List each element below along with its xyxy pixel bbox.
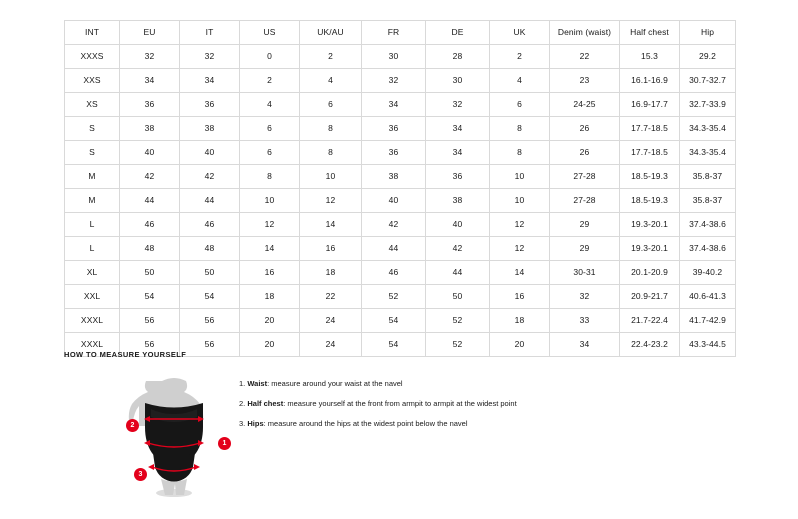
cell-uk: 8 [490, 141, 550, 165]
cell-uk-au: 8 [300, 141, 362, 165]
cell-us: 20 [240, 333, 300, 357]
cell-uk-au: 16 [300, 237, 362, 261]
measurement-figure [104, 375, 244, 500]
cell-de: 30 [426, 69, 490, 93]
cell-us: 14 [240, 237, 300, 261]
note-number-3: 3. [239, 418, 246, 428]
cell-denim-waist: 29 [550, 213, 620, 237]
cell-uk: 10 [490, 165, 550, 189]
cell-int: XXL [65, 285, 120, 309]
figure-badge-2: 2 [126, 419, 139, 432]
cell-int: XL [65, 261, 120, 285]
cell-eu: 50 [120, 261, 180, 285]
cell-half-chest: 19.3-20.1 [620, 237, 680, 261]
cell-uk: 2 [490, 45, 550, 69]
cell-half-chest: 20.1-20.9 [620, 261, 680, 285]
cell-eu: 38 [120, 117, 180, 141]
column-header-uk: UK [490, 21, 550, 45]
column-header-half-chest: Half chest [620, 21, 680, 45]
cell-uk-au: 6 [300, 93, 362, 117]
cell-it: 40 [180, 141, 240, 165]
note-number-2: 2. [239, 398, 246, 408]
cell-half-chest: 17.7-18.5 [620, 117, 680, 141]
column-header-denim-waist: Denim (waist) [550, 21, 620, 45]
how-to-measure-section [64, 350, 735, 509]
cell-uk-au: 14 [300, 213, 362, 237]
cell-de: 52 [426, 333, 490, 357]
cell-half-chest: 16.1-16.9 [620, 69, 680, 93]
note-term-hips: Hips [247, 418, 264, 428]
cell-denim-waist: 26 [550, 141, 620, 165]
cell-it: 44 [180, 189, 240, 213]
note-term-waist: Waist [247, 379, 268, 388]
cell-de: 40 [426, 213, 490, 237]
cell-us: 18 [240, 285, 300, 309]
cell-de: 38 [426, 189, 490, 213]
table-row [65, 261, 736, 285]
size-table [64, 20, 736, 357]
note-text-hips: : measure around the hips at the widest point below the navel [263, 418, 468, 428]
cell-int: XXXL [65, 333, 120, 357]
cell-us: 6 [240, 117, 300, 141]
cell-eu: 36 [120, 93, 180, 117]
figure-badge-3: 3 [134, 468, 147, 481]
cell-fr: 32 [362, 69, 426, 93]
cell-it: 36 [180, 93, 240, 117]
cell-uk-au: 10 [300, 165, 362, 189]
cell-fr: 36 [362, 117, 426, 141]
table-row [65, 237, 736, 261]
cell-it: 42 [180, 165, 240, 189]
cell-hip: 34.3-35.4 [680, 141, 736, 165]
cell-uk: 10 [490, 189, 550, 213]
cell-eu: 42 [120, 165, 180, 189]
cell-hip: 35.8-37 [680, 165, 736, 189]
cell-uk-au: 2 [300, 45, 362, 69]
cell-de: 32 [426, 93, 490, 117]
cell-uk-au: 24 [300, 333, 362, 357]
cell-denim-waist: 32 [550, 285, 620, 309]
cell-hip: 32.7-33.9 [680, 93, 736, 117]
cell-uk: 6 [490, 93, 550, 117]
cell-fr: 54 [362, 333, 426, 357]
cell-int: XXXL [65, 309, 120, 333]
cell-half-chest: 22.4-23.2 [620, 333, 680, 357]
table-row [65, 165, 736, 189]
cell-half-chest: 16.9-17.7 [620, 93, 680, 117]
cell-uk: 12 [490, 213, 550, 237]
cell-fr: 42 [362, 213, 426, 237]
cell-de: 34 [426, 141, 490, 165]
cell-us: 10 [240, 189, 300, 213]
cell-eu: 34 [120, 69, 180, 93]
table-row [65, 213, 736, 237]
column-header-hip: Hip [680, 21, 736, 45]
cell-uk-au: 8 [300, 117, 362, 141]
cell-denim-waist: 34 [550, 333, 620, 357]
cell-fr: 52 [362, 285, 426, 309]
cell-fr: 54 [362, 309, 426, 333]
cell-de: 50 [426, 285, 490, 309]
note-text-waist: : measure around your waist at the navel [267, 379, 403, 388]
cell-int: M [65, 165, 120, 189]
cell-de: 42 [426, 237, 490, 261]
size-table-container [64, 20, 735, 357]
cell-us: 6 [240, 141, 300, 165]
cell-it: 32 [180, 45, 240, 69]
cell-int: XS [65, 93, 120, 117]
cell-us: 12 [240, 213, 300, 237]
cell-half-chest: 21.7-22.4 [620, 309, 680, 333]
cell-fr: 34 [362, 93, 426, 117]
cell-int: XXS [65, 69, 120, 93]
cell-denim-waist: 30-31 [550, 261, 620, 285]
cell-uk: 4 [490, 69, 550, 93]
cell-it: 50 [180, 261, 240, 285]
cell-it: 46 [180, 213, 240, 237]
table-row [65, 45, 736, 69]
cell-uk-au: 22 [300, 285, 362, 309]
cell-uk-au: 12 [300, 189, 362, 213]
cell-hip: 34.3-35.4 [680, 117, 736, 141]
cell-uk: 18 [490, 309, 550, 333]
cell-it: 56 [180, 333, 240, 357]
cell-it: 56 [180, 309, 240, 333]
measurement-note-half-chest [239, 399, 709, 409]
cell-eu: 46 [120, 213, 180, 237]
cell-denim-waist: 27-28 [550, 189, 620, 213]
cell-half-chest: 18.5-19.3 [620, 165, 680, 189]
table-row [65, 309, 736, 333]
cell-int: XXXS [65, 45, 120, 69]
measurement-notes [239, 379, 709, 438]
cell-uk: 8 [490, 117, 550, 141]
cell-int: M [65, 189, 120, 213]
measurement-note-waist [239, 379, 709, 389]
note-number-1: 1. [239, 379, 246, 388]
cell-int: S [65, 117, 120, 141]
cell-uk: 12 [490, 237, 550, 261]
cell-hip: 40.6-41.3 [680, 285, 736, 309]
cell-uk-au: 24 [300, 309, 362, 333]
cell-hip: 29.2 [680, 45, 736, 69]
cell-uk: 16 [490, 285, 550, 309]
cell-denim-waist: 23 [550, 69, 620, 93]
cell-uk-au: 4 [300, 69, 362, 93]
column-header-int: INT [65, 21, 120, 45]
cell-eu: 54 [120, 285, 180, 309]
cell-fr: 36 [362, 141, 426, 165]
table-row [65, 285, 736, 309]
how-to-measure-title: HOW TO MEASURE YOURSELF [64, 350, 187, 359]
cell-it: 38 [180, 117, 240, 141]
how-to-measure-body [64, 369, 735, 509]
cell-eu: 44 [120, 189, 180, 213]
cell-denim-waist: 24-25 [550, 93, 620, 117]
table-header-row [65, 21, 736, 45]
cell-fr: 40 [362, 189, 426, 213]
column-header-it: IT [180, 21, 240, 45]
cell-us: 4 [240, 93, 300, 117]
figure-badge-1: 1 [218, 437, 231, 450]
cell-hip: 30.7-32.7 [680, 69, 736, 93]
cell-denim-waist: 33 [550, 309, 620, 333]
cell-hip: 41.7-42.9 [680, 309, 736, 333]
cell-us: 2 [240, 69, 300, 93]
cell-half-chest: 19.3-20.1 [620, 213, 680, 237]
table-row [65, 141, 736, 165]
cell-denim-waist: 26 [550, 117, 620, 141]
cell-int: L [65, 237, 120, 261]
cell-half-chest: 17.7-18.5 [620, 141, 680, 165]
cell-hip: 37.4-38.6 [680, 237, 736, 261]
column-header-uk-au: UK/AU [300, 21, 362, 45]
column-header-de: DE [426, 21, 490, 45]
cell-us: 16 [240, 261, 300, 285]
cell-denim-waist: 22 [550, 45, 620, 69]
cell-hip: 43.3-44.5 [680, 333, 736, 357]
cell-fr: 30 [362, 45, 426, 69]
cell-uk-au: 18 [300, 261, 362, 285]
cell-hip: 39-40.2 [680, 261, 736, 285]
cell-us: 8 [240, 165, 300, 189]
note-text-half-chest: : measure yourself at the front from armpit to armpit at the widest point [283, 398, 517, 408]
cell-denim-waist: 29 [550, 237, 620, 261]
column-header-us: US [240, 21, 300, 45]
table-row [65, 117, 736, 141]
column-header-fr: FR [362, 21, 426, 45]
cell-fr: 46 [362, 261, 426, 285]
cell-eu: 56 [120, 309, 180, 333]
cell-it: 34 [180, 69, 240, 93]
cell-fr: 44 [362, 237, 426, 261]
cell-hip: 35.8-37 [680, 189, 736, 213]
cell-de: 36 [426, 165, 490, 189]
table-row [65, 189, 736, 213]
cell-eu: 32 [120, 45, 180, 69]
table-row [65, 93, 736, 117]
cell-eu: 48 [120, 237, 180, 261]
cell-half-chest: 20.9-21.7 [620, 285, 680, 309]
cell-it: 48 [180, 237, 240, 261]
cell-half-chest: 15.3 [620, 45, 680, 69]
cell-half-chest: 18.5-19.3 [620, 189, 680, 213]
cell-hip: 37.4-38.6 [680, 213, 736, 237]
cell-eu: 40 [120, 141, 180, 165]
cell-int: S [65, 141, 120, 165]
cell-de: 28 [426, 45, 490, 69]
cell-us: 0 [240, 45, 300, 69]
cell-de: 34 [426, 117, 490, 141]
cell-eu: 56 [120, 333, 180, 357]
column-header-eu: EU [120, 21, 180, 45]
cell-fr: 38 [362, 165, 426, 189]
cell-it: 54 [180, 285, 240, 309]
cell-us: 20 [240, 309, 300, 333]
cell-uk: 20 [490, 333, 550, 357]
cell-de: 52 [426, 309, 490, 333]
cell-de: 44 [426, 261, 490, 285]
note-term-half-chest: Half chest [247, 398, 284, 408]
measurement-note-hips [239, 419, 709, 429]
cell-uk: 14 [490, 261, 550, 285]
cell-int: L [65, 213, 120, 237]
cell-denim-waist: 27-28 [550, 165, 620, 189]
table-row [65, 69, 736, 93]
